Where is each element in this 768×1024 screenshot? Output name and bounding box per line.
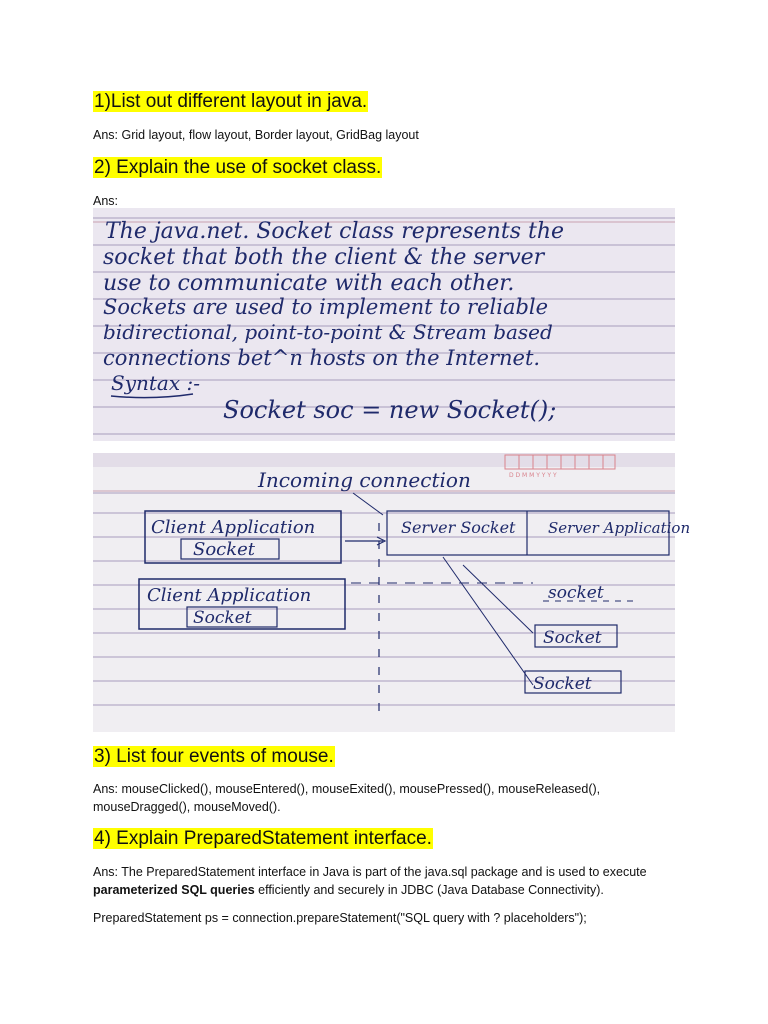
note-line-7: Syntax :- bbox=[111, 371, 200, 395]
answer-3: Ans: mouseClicked(), mouseEntered(), mouseExited(), mousePressed(), mouseReleased(), mouseDragged(), mouseMoved(). bbox=[93, 782, 601, 814]
answer-1: Ans: Grid layout, flow layout, Border layout, GridBag layout bbox=[93, 128, 419, 142]
answer-4-bold: parameterized SQL queries bbox=[93, 883, 255, 897]
question-4-text: 4) Explain PreparedStatement interface. bbox=[94, 828, 432, 849]
question-2-heading bbox=[93, 156, 382, 180]
note-line-6: connections bet^n hosts on the Internet. bbox=[103, 346, 541, 370]
note-line-1: The java.net. Socket class represents the bbox=[105, 219, 565, 244]
note-line-2: socket that both the client & the server bbox=[103, 245, 545, 270]
answer-4 bbox=[93, 863, 683, 899]
answer-4-code: PreparedStatement ps = connection.prepareStatement("SQL query with ? placeholders"); bbox=[93, 911, 587, 925]
handwritten-socket-note-image bbox=[93, 208, 675, 441]
question-1-heading bbox=[93, 90, 368, 114]
server-app-label: Server Application bbox=[548, 519, 691, 537]
client-2-socket: Socket bbox=[193, 608, 252, 628]
date-box-label: D D M M Y Y Y Y bbox=[509, 472, 557, 479]
question-3-text: 3) List four events of mouse. bbox=[94, 746, 334, 767]
server-socket-a: socket bbox=[548, 583, 604, 603]
note-line-3: use to communicate with each other. bbox=[103, 271, 515, 296]
diagram-title: Incoming connection bbox=[258, 468, 471, 492]
client-1-label: Client Application bbox=[151, 517, 316, 538]
handwritten-note-svg bbox=[93, 208, 675, 441]
server-socket-label: Server Socket bbox=[401, 518, 516, 537]
note-line-4: Sockets are used to implement to reliable bbox=[103, 295, 549, 319]
answer-4-post: efficiently and securely in JDBC (Java Database Connectivity). bbox=[254, 883, 604, 897]
question-4-heading bbox=[93, 827, 433, 851]
note-line-5: bidirectional, point-to-point & Stream based bbox=[103, 320, 553, 344]
server-socket-c: Socket bbox=[533, 674, 592, 694]
question-2-text: 2) Explain the use of socket class. bbox=[94, 157, 382, 178]
client-1-socket: Socket bbox=[193, 539, 256, 560]
answer-2-label: Ans: bbox=[93, 194, 119, 208]
note-line-8: Socket soc = new Socket(); bbox=[223, 396, 557, 424]
server-socket-b: Socket bbox=[543, 628, 602, 648]
client-2-label: Client Application bbox=[147, 585, 312, 606]
handwritten-socket-diagram-image bbox=[93, 453, 691, 732]
question-1-text: 1)List out different layout in java. bbox=[94, 91, 368, 112]
answer-4-pre: Ans: The PreparedStatement interface in Java is part of the java.sql package and is used to execute bbox=[93, 865, 647, 879]
question-3-heading bbox=[93, 745, 335, 769]
handwritten-diagram-svg bbox=[93, 453, 691, 732]
